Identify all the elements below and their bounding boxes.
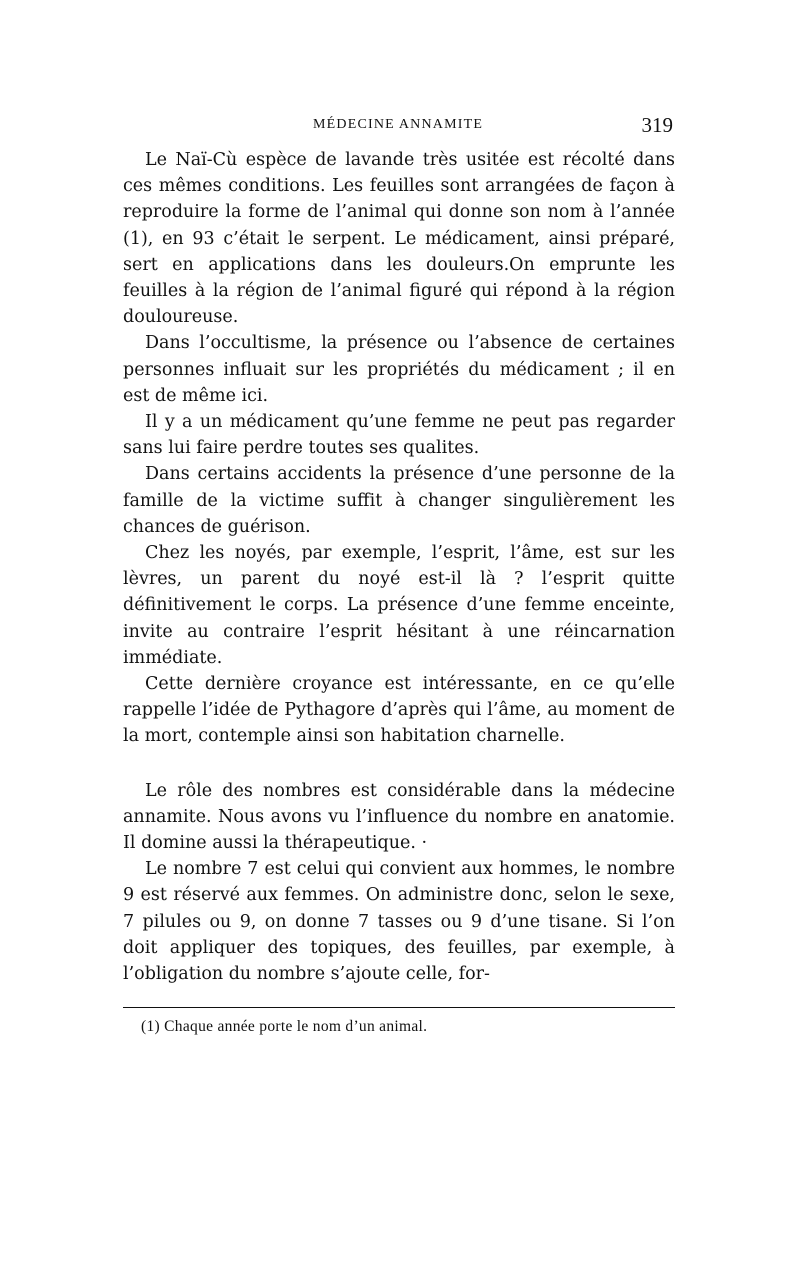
paragraph: Dans certains accidents la présence d’une personne de la famille de la victime suffit à changer singulièrement les chances de guérison. (123, 464, 675, 537)
book-page (123, 113, 675, 1036)
paragraph: Le rôle des nombres est considérable dans la médecine annamite. Nous avons vu l’influence du nombre en anatomie. Il domine aussi la thérapeutique. · (123, 780, 675, 854)
paragraph: Le Naï-Cù espèce de lavande très usitée est récolté dans ces mêmes conditions. Les feuilles sont arrangées de façon à reproduire la forme de l’animal qui donne son nom à l’année (1), en 93 c’était le serpent. Le médicament, ainsi préparé, sert en applications dans les douleurs.On emprunte les feuilles à la région de l’animal figuré qui répond à la région douloureuse. (123, 150, 675, 328)
body-text (123, 147, 675, 987)
section-gap (123, 750, 675, 778)
running-title: MÉDECINE ANNAMITE (313, 117, 484, 132)
footnote: (1) Chaque année porte le nom d’un animal. (141, 1018, 428, 1036)
paragraph: Le nombre 7 est celui qui convient aux hommes, le nombre 9 est réservé aux femmes. On administre donc, selon le sexe, 7 pilules ou 9, on donne 7 tasses ou 9 d’une tisane. Si l’on doit appliquer des topiques, des feuilles, par exemple, à l’obligation du nombre s’ajoute celle, for- (123, 859, 675, 985)
page-number: 319 (641, 113, 673, 137)
running-head (123, 113, 675, 141)
paragraph: Cette dernière croyance est intéressante, en ce qu’elle rappelle l’idée de Pythagore d’après qui l’âme, au moment de la mort, contemple ainsi son habitation charnelle. (123, 674, 675, 747)
paragraph: Chez les noyés, par exemple, l’esprit, l’âme, est sur les lèvres, un parent du noyé est-il là ? l’esprit quitte définitivement le corps. La présence d’une femme enceinte, invite au contraire l’esprit hésitant à une réincarnation immédiate. (123, 543, 675, 668)
paragraph: Il y a un médicament qu’une femme ne peut pas regarder sans lui faire perdre toutes ses qualites. (123, 412, 675, 459)
footnote-rule (123, 1007, 675, 1008)
paragraph: Dans l’occultisme, la présence ou l’absence de certaines personnes influait sur les propriétés du médicament ; il en est de même ici. (123, 333, 675, 406)
